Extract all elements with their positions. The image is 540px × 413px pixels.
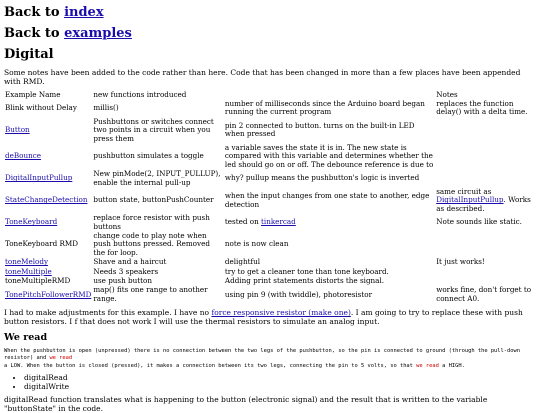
back-to-examples-heading [4,26,536,41]
intro-paragraph: Some notes have been added to the code rather than here. Code that has been changed in more than a few places have been appended with RMD. [4,68,521,86]
example-notes [435,187,536,213]
header-description [224,90,435,99]
closing-paragraph: digitalRead function translates what is happening to the button (electronic signal) and the result that is written to the variable "buttonState" in the code. [4,394,488,413]
example-functions: millis() [93,103,119,113]
example-link-tone-keyboard[interactable]: ToneKeyboard [5,217,58,227]
code-explanation [4,348,536,370]
example-description [224,214,435,232]
header-example-name: Example Name [5,89,61,99]
example-link-tone-multiple[interactable]: toneMultiple [5,266,52,276]
functions-list [4,373,536,391]
example-functions: replace force resistor with push buttons [93,213,210,231]
notes-text: same circuit as [436,186,492,196]
highlight-we-read: we read [416,362,439,369]
code-text: a HIGH. [438,362,465,369]
example-link-button[interactable]: Button [5,125,30,135]
example-description: when the input changes from one state to another, edge detection [224,191,430,209]
table-row [4,258,536,267]
highlight-we-read: we read [49,355,73,362]
table-row [4,187,536,213]
example-notes: replaces the function delay() with a delta time. [436,98,528,117]
table-row [4,214,536,232]
example-functions: use push button [93,276,152,286]
we-read-heading: We read [4,331,48,343]
example-description: why? pullup means the pushbutton's logic is inverted [224,173,420,183]
example-link-state-change-detection[interactable]: StateChangeDetection [5,195,88,205]
example-functions: Shave and a haircut [93,257,167,267]
description-text: tested on [224,217,262,227]
code-text: When the pushbutton is open (unpressed) there is no connection between the two legs of the pushbutton, so the pin is connected to ground (through the pull-down resistor) and [4,347,521,362]
example-notes [435,117,536,143]
example-notes: works fine, don't forget to connect A0. [436,285,532,303]
tinkercad-link[interactable]: tinkercad [261,217,296,227]
header-functions: new functions introduced [93,89,187,99]
example-name: Blink without Delay [5,103,77,113]
back-prefix: Back to [4,26,65,41]
section-title: Digital [4,47,54,62]
example-notes [435,143,536,169]
example-description: delightful [224,257,261,267]
table-row [4,143,536,169]
example-description: pin 2 connected to button. turns on the built-in LED when pressed [224,120,415,139]
example-link-debounce[interactable]: deBounce [5,151,42,161]
example-notes: Note sounds like static. [436,217,522,227]
example-notes [435,267,536,276]
table-row [4,99,536,117]
table-row [4,117,536,143]
example-notes: It just works! [436,257,485,267]
adjust-text: I had to make adjustments for this example. I have no [4,307,212,317]
example-notes [435,170,536,188]
example-link-tone-pitch-follower-rmd[interactable]: TonePitchFollowerRMD [5,289,92,299]
header-notes: Notes [436,89,458,99]
notes-link-digital-input-pullup[interactable]: DigitalInputPullup [436,195,504,205]
example-notes [435,232,536,258]
code-text: a LOW. When the button is closed (pressed), it makes a connection between its two legs, connecting the pin to 5 volts, so that [4,362,417,369]
example-link-tone-melody[interactable]: toneMelody [5,257,48,267]
list-item: • digitalRead [24,373,536,382]
adjustments-paragraph [4,308,536,326]
example-functions: change code to play note when push buttons pressed. Removed the for loop. [93,231,210,257]
example-description: try to get a cleaner tone than tone keyboard. [224,266,389,276]
example-link-digital-input-pullup[interactable]: DigitalInputPullup [5,173,73,183]
examples-link[interactable]: examples [64,26,132,41]
table-row [4,170,536,188]
adjust-text: . I am going to try to replace these with push button resistors. I f that does not work I will use the thermal resistors to simulate an analog input. [4,307,523,326]
example-functions: button state, buttonPushCounter [93,195,214,205]
example-description: number of milliseconds since the Arduino board began running the current program [224,98,425,117]
example-description: a variable saves the state it is in. The new state is compared with this variable and determines whether the led should go on or off. The debounce reference is due to [224,142,434,169]
example-name: ToneKeyboard RMD [5,239,79,249]
example-name: toneMultipleRMD [5,276,71,286]
example-description: using pin 9 (with twiddle), photoresistor [224,289,373,299]
example-functions: New pinMode(2, INPUT_PULLUP), enable the internal pull-up [93,169,221,187]
notes-text: . Works as described. [436,195,531,213]
example-description: note is now clean [224,239,289,249]
list-item: • digitalWrite [24,382,536,391]
table-row [4,286,536,304]
example-functions: Needs 3 speakers [93,266,159,276]
back-prefix: Back to [4,5,65,20]
example-functions: Pushbuttons or switches connect two points in a circuit when you press them [93,116,214,143]
back-to-index-heading [4,5,536,20]
table-row [4,232,536,258]
example-description: Adding print statements distorts the signal. [224,276,385,286]
example-functions: pushbutton simulates a toggle [93,151,204,161]
examples-table [4,90,536,304]
example-functions: map() fits one range to another range. [93,285,208,303]
table-header-row [4,90,536,99]
force-resistor-link[interactable]: force responsive resistor (make one) [211,307,351,317]
index-link[interactable]: index [64,5,104,20]
